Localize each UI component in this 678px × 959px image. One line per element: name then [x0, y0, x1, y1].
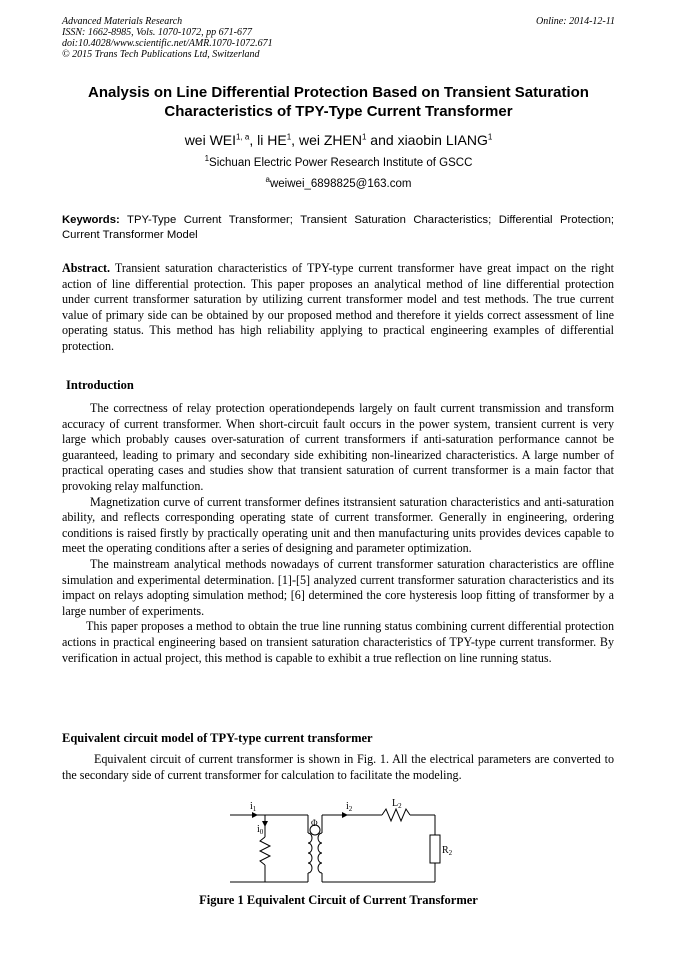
- issn-line: ISSN: 1662-8985, Vols. 1070-1072, pp 671-677: [62, 27, 252, 38]
- author-separator: and: [366, 132, 398, 148]
- author-separator: ,: [291, 132, 299, 148]
- abstract-text: Transient saturation characteristics of TPY-type current transformer have great impact on the right action of line differential protection. This paper proposes an analytical method of line differential protection under current transformer saturation by utilizing current transformer model and test methods. The true current value of primary side can be obtained by our proposed method and therefore it yields correct assessment of line operating status. This method has high reliability applying to practical engineering examples of differential protection.: [62, 261, 614, 353]
- resistor-magnetizing: [260, 837, 270, 865]
- author-separator: ,: [249, 132, 258, 148]
- author-affiliation-mark: 1: [286, 132, 292, 142]
- secondary-coil: [318, 833, 322, 873]
- label-l2: $L_2$: [392, 798, 402, 810]
- keywords-text: TPY-Type Current Transformer; Transient Saturation Characteristics; Differential Protection; Current Transformer Model: [62, 214, 614, 241]
- label-i2: $i_2$: [346, 801, 353, 813]
- title-line-2: Characteristics of TPY-Type Current Transformer: [164, 103, 513, 120]
- affiliation-text: Sichuan Electric Power Research Institute of GSCC: [209, 157, 473, 169]
- introduction-paragraph-1: The correctness of relay protection operationdepends largely on fault current transmission and transform accuracy of current transformer. When short-circuit fault occurs in the power system, transient current is very large which probably causes over-saturation of current transformers if anti-saturation performance cannot be guaranteed, leading to primary and secondary side exhibiting non-linearized characteristics. A large number of practical operating cases and studies show that transient saturation of current transformer is a main factor that provoking relay malfunction.: [62, 401, 614, 493]
- email-text: weiwei_6898825@163.com: [269, 178, 412, 190]
- paper-title: [62, 83, 615, 121]
- author-name: wei WEI: [184, 132, 237, 148]
- equivalent-circuit-paragraph: Equivalent circuit of current transformer is shown in Fig. 1. All the electrical parameters are converted to the secondary side of current transformer for calculation to facilitate the modeling.: [62, 752, 614, 782]
- equivalent-circuit-heading: Equivalent circuit model of TPY-type current transformer: [62, 731, 373, 745]
- introduction-paragraph-3: The mainstream analytical methods nowadays of current transformer saturation characteristics are offline simulation and experimental determination. [1]-[5] analyzed current transformer saturation characteristics and its impact on relays adopting simulation method; [6] determined the core hysteresis loop fitting of transformer by a large number of experiments.: [62, 556, 614, 618]
- abstract: [62, 261, 614, 355]
- circuit-diagram: [220, 795, 460, 890]
- keywords-label: Keywords:: [62, 214, 120, 226]
- author-affiliation-mark: 1: [361, 132, 367, 142]
- author-affiliation-mark: 1, a: [236, 132, 250, 142]
- abstract-label: Abstract.: [62, 261, 111, 275]
- label-i1: $i_1$: [250, 801, 257, 813]
- keywords: [62, 213, 614, 243]
- journal-name: Advanced Materials Research: [62, 16, 183, 27]
- figure-1-caption: Figure 1 Equivalent Circuit of Current Transformer: [199, 893, 478, 907]
- introduction-paragraph-2: Magnetization curve of current transformer defines itstransient saturation characteristics and anti-saturation ability, and reflects corresponding operating state of current transformer. Generally in engineering, ordering conditions is raised firstly by practically operating unit and then manufacturing units provides devices capable to meet the operating conditions after a series of designing and parameter optimization.: [62, 494, 614, 556]
- primary-coil: [308, 833, 312, 873]
- current-arrow-i2: [342, 812, 348, 818]
- author-list: [62, 131, 615, 149]
- doi-line: doi:10.4028/www.scientific.net/AMR.1070-1072.671: [62, 38, 273, 49]
- author-name: wei ZHEN: [298, 132, 362, 148]
- email-mark: a: [265, 175, 270, 185]
- journal-header: [62, 16, 273, 60]
- current-arrow-i0: [262, 821, 268, 827]
- figure-1: [220, 795, 460, 890]
- introduction-paragraph-4: This paper proposes a method to obtain the true line running status combining current differential protection actions in practical engineering based on transient saturation characteristics of TPY-type current transformer. By verification in actual project, this method is capable to exhibit a true reflection on line running status.: [62, 619, 614, 665]
- inductor-l2: [382, 809, 410, 821]
- label-phi: Φ: [311, 818, 318, 828]
- equivalent-circuit-body: [62, 752, 614, 783]
- author-email: [62, 177, 615, 191]
- copyright-line: © 2015 Trans Tech Publications Ltd, Switzerland: [62, 49, 260, 60]
- resistor-r2: [430, 835, 440, 863]
- author-name: li HE: [257, 132, 287, 148]
- title-line-1: Analysis on Line Differential Protection Based on Transient Saturation: [88, 84, 589, 101]
- introduction-body: [62, 401, 614, 666]
- label-r2: $R_2$: [442, 845, 453, 857]
- author-affiliation-mark: 1: [487, 132, 493, 142]
- introduction-heading: Introduction: [66, 378, 134, 392]
- affiliation: [62, 156, 615, 170]
- author-name: xiaobin LIANG: [397, 132, 488, 148]
- affiliation-mark: 1: [204, 154, 210, 164]
- label-i0: $i_0$: [257, 824, 264, 836]
- online-date: Online: 2014-12-11: [536, 16, 615, 27]
